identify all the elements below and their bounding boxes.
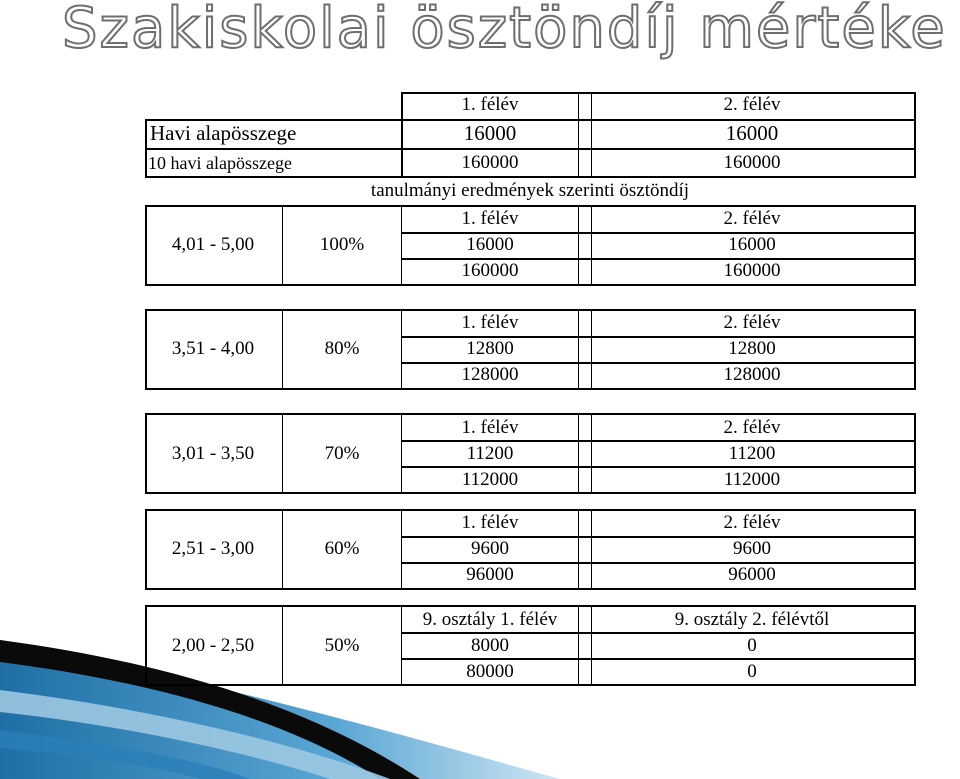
bracket-percent: 80% (324, 338, 360, 359)
bracket-monthly: 16000 (728, 234, 776, 255)
bracket-ten-month: 160000 (461, 260, 519, 281)
bracket-monthly: 0 (747, 635, 757, 656)
bracket-header: 2. félév (723, 312, 781, 333)
bracket-monthly: 11200 (728, 443, 776, 464)
bracket-monthly: 9600 (733, 538, 771, 559)
base-cell: 160000 (461, 152, 519, 173)
bracket-header: 2. félév (723, 417, 781, 438)
section-title: tanulmányi eredmények szerinti ösztöndíj (370, 180, 690, 201)
bracket-monthly: 9600 (471, 538, 509, 559)
base-header-1: 1. félév (461, 94, 519, 115)
base-row-label: 10 havi alapösszege (148, 153, 292, 173)
bracket-ten-month: 160000 (723, 260, 781, 281)
bracket-header: 9. osztály 2. félévtől (674, 609, 830, 630)
bracket-ten-month: 128000 (723, 364, 781, 385)
bracket-ten-month: 128000 (461, 364, 519, 385)
bracket-monthly: 12800 (728, 338, 776, 359)
bracket-ten-month: 112000 (723, 469, 781, 490)
base-cell: 16000 (725, 121, 779, 145)
page-title: Szakiskolai ösztöndíj mértéke (62, 0, 947, 61)
bracket-percent: 50% (324, 635, 360, 656)
bracket-monthly: 16000 (466, 234, 514, 255)
base-header-2: 2. félév (723, 94, 781, 115)
bracket-header: 2. félév (723, 512, 781, 533)
bracket-header: 9. osztály 1. félév (422, 609, 558, 630)
bracket-ten-month: 112000 (461, 469, 519, 490)
bracket-percent: 100% (319, 234, 365, 255)
bracket-percent: 70% (324, 443, 360, 464)
base-cell: 16000 (463, 121, 517, 145)
bracket-monthly: 8000 (471, 635, 509, 656)
bracket-range: 4,01 - 5,00 (171, 234, 255, 255)
bracket-header: 1. félév (461, 312, 519, 333)
bracket-monthly: 11200 (466, 443, 514, 464)
base-cell: 160000 (723, 152, 781, 173)
bracket-range: 2,51 - 3,00 (171, 538, 255, 559)
bracket-percent: 60% (324, 538, 360, 559)
bracket-monthly: 12800 (466, 338, 514, 359)
bracket-ten-month: 0 (747, 661, 757, 682)
bracket-ten-month: 96000 (728, 564, 776, 585)
bracket-range: 3,51 - 4,00 (171, 338, 255, 359)
bracket-header: 1. félév (461, 208, 519, 229)
bracket-ten-month: 96000 (466, 564, 514, 585)
bracket-range: 3,01 - 3,50 (171, 443, 255, 464)
bracket-ten-month: 80000 (466, 661, 514, 682)
bracket-header: 1. félév (461, 417, 519, 438)
bracket-range: 2,00 - 2,50 (171, 635, 255, 656)
base-row-label: Havi alapösszege (150, 121, 297, 145)
bracket-header: 1. félév (461, 512, 519, 533)
bracket-header: 2. félév (723, 208, 781, 229)
